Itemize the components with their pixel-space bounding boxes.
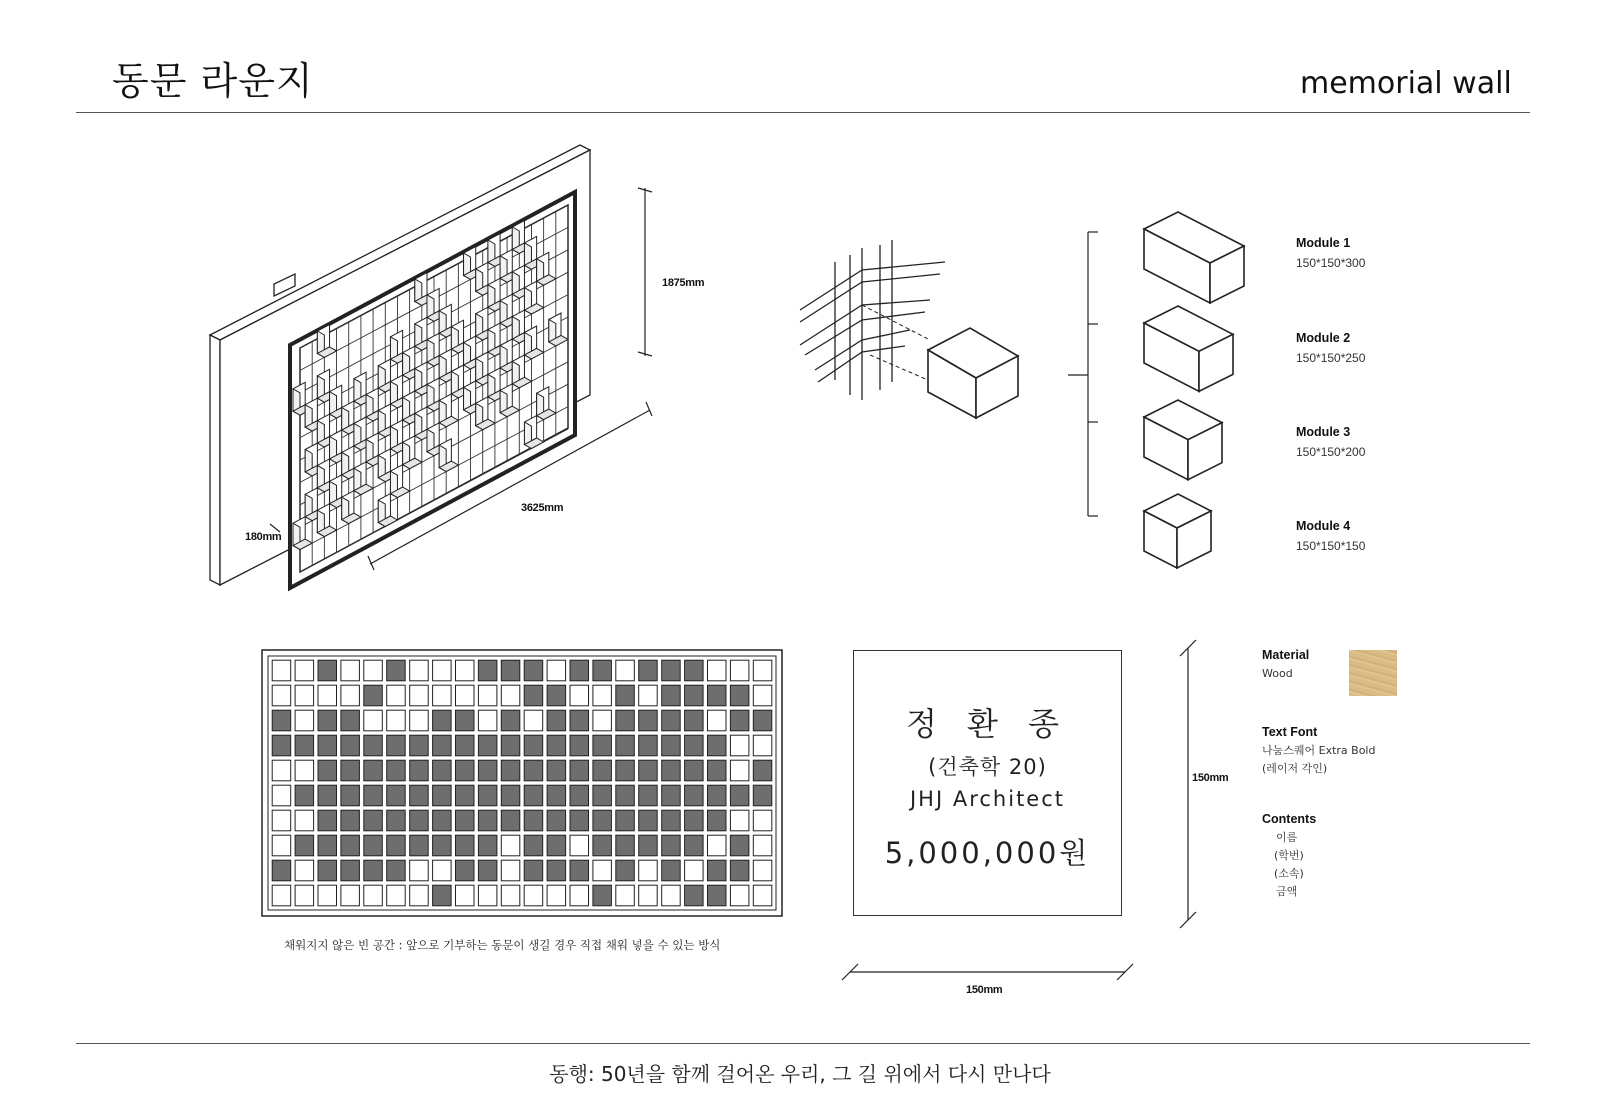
depth-dim-label: 180mm (245, 531, 282, 543)
grid-cell-empty (295, 860, 314, 881)
grid-cell-empty (272, 835, 291, 856)
grid-cell-empty (753, 660, 772, 681)
module-3-cube (1144, 400, 1222, 480)
grid-cell-filled (387, 660, 406, 681)
grid-cell-filled (364, 810, 383, 831)
grid-cell-empty (433, 660, 452, 681)
grid-cell-empty (387, 885, 406, 906)
grid-cell-filled (318, 785, 337, 806)
grid-cell-empty (730, 760, 749, 781)
grid-cell-filled (708, 860, 727, 881)
grid-cell-filled (639, 760, 658, 781)
spec-contents-item: 이름 (1276, 831, 1298, 844)
grid-cell-empty (593, 685, 612, 706)
width-dim-tick-right (646, 402, 652, 416)
grid-cell-filled (685, 785, 704, 806)
grid-cell-filled (318, 810, 337, 831)
grid-cell-empty (501, 835, 520, 856)
grid-cell-empty (501, 685, 520, 706)
spec-font-label: Text Font (1262, 725, 1318, 739)
grid-cell-filled (410, 735, 429, 756)
grid-cell-empty (364, 710, 383, 731)
grid-cell-filled (364, 835, 383, 856)
grid-cell-filled (318, 760, 337, 781)
plaque-donor-firm: JHJ Architect (909, 787, 1065, 811)
grid-cell-filled (662, 810, 681, 831)
grid-cell-filled (318, 660, 337, 681)
grid-cell-filled (685, 660, 704, 681)
grid-cell-filled (456, 835, 475, 856)
grid-cell-filled (570, 735, 589, 756)
grid-cell-filled (685, 710, 704, 731)
grid-cell-filled (364, 760, 383, 781)
module-inserted (928, 328, 1018, 418)
grid-cell-filled (456, 810, 475, 831)
grid-cell-empty (639, 685, 658, 706)
grid-cell-empty (547, 660, 566, 681)
grid-cell-empty (318, 685, 337, 706)
grid-cell-empty (616, 660, 635, 681)
grid-cell-empty (753, 810, 772, 831)
grid-cell-filled (662, 835, 681, 856)
grid-cell-filled (753, 760, 772, 781)
module-2-cube (1144, 306, 1233, 391)
grid-cell-filled (478, 760, 497, 781)
spec-material-label: Material (1262, 648, 1310, 662)
grid-cell-filled (730, 860, 749, 881)
grid-cell-filled (364, 735, 383, 756)
grid-cell-empty (753, 860, 772, 881)
spec-font-note: (레이저 각인) (1262, 762, 1328, 775)
grid-cell-empty (295, 710, 314, 731)
grid-cell-empty (364, 660, 383, 681)
grid-cell-empty (295, 810, 314, 831)
grid-cell-empty (639, 885, 658, 906)
grid-cell-filled (341, 810, 360, 831)
grid-cell-empty (753, 685, 772, 706)
donor-plaque (853, 650, 1122, 916)
grid-cell-filled (708, 885, 727, 906)
grid-cell-empty (364, 885, 383, 906)
grid-cell-filled (387, 785, 406, 806)
grid-cell-filled (593, 785, 612, 806)
grid-cell-empty (410, 685, 429, 706)
grid-cell-filled (616, 810, 635, 831)
grid-cell-empty (341, 660, 360, 681)
grid-cell-filled (547, 835, 566, 856)
grid-cell-empty (272, 660, 291, 681)
grid-cell-empty (272, 760, 291, 781)
grid-cell-filled (547, 735, 566, 756)
grid-cell-empty (295, 885, 314, 906)
grid-cell-empty (570, 885, 589, 906)
grid-cell-filled (593, 810, 612, 831)
grid-cell-empty (341, 685, 360, 706)
grid-cell-filled (410, 835, 429, 856)
grid-cell-filled (456, 710, 475, 731)
grid-cell-filled (456, 760, 475, 781)
grid-cell-filled (433, 785, 452, 806)
grid-cell-filled (616, 685, 635, 706)
grid-cell-filled (547, 685, 566, 706)
grid-cell-filled (708, 760, 727, 781)
module-4-size: 150*150*150 (1296, 539, 1366, 553)
grid-cell-filled (662, 710, 681, 731)
grid-cell-empty (433, 860, 452, 881)
grid-cell-empty (730, 660, 749, 681)
grid-cell-filled (387, 835, 406, 856)
grid-cell-filled (616, 860, 635, 881)
grid-cell-filled (524, 685, 543, 706)
grid-cell-filled (410, 760, 429, 781)
grid-cell-filled (524, 785, 543, 806)
grid-cell-filled (456, 785, 475, 806)
grid-cell-filled (341, 785, 360, 806)
module-3-size: 150*150*200 (1296, 445, 1366, 459)
grid-cell-filled (730, 835, 749, 856)
height-dim-label: 1875mm (662, 277, 705, 289)
grid-cell-empty (685, 860, 704, 881)
grid-cell-filled (341, 835, 360, 856)
grid-cell-filled (478, 735, 497, 756)
grid-cell-filled (570, 760, 589, 781)
grid-cell-empty (410, 660, 429, 681)
grid-cell-filled (318, 735, 337, 756)
module-1-label (1296, 236, 1365, 270)
grid-cell-filled (662, 735, 681, 756)
grid-cell-filled (478, 860, 497, 881)
module-2-label (1296, 331, 1365, 365)
grid-cell-filled (387, 760, 406, 781)
grid-cell-filled (295, 735, 314, 756)
grid-cell-filled (501, 710, 520, 731)
grid-cell-filled (433, 735, 452, 756)
grid-cell-filled (547, 710, 566, 731)
grid-cell-filled (616, 835, 635, 856)
grid-cell-empty (410, 860, 429, 881)
grid-cell-empty (410, 710, 429, 731)
grid-cell-empty (272, 885, 291, 906)
grid-cell-filled (295, 785, 314, 806)
grid-cell-filled (685, 810, 704, 831)
spec-material-value: Wood (1262, 667, 1293, 680)
grid-plan-caption: 채워지지 않은 빈 공간 : 앞으로 기부하는 동문이 생길 경우 직접 채워 넣을 수 있는 방식 (284, 938, 721, 952)
module-4-name: Module 4 (1296, 519, 1351, 533)
material-swatch (1349, 650, 1397, 696)
grid-cell-filled (685, 885, 704, 906)
grid-cell-filled (685, 735, 704, 756)
grid-cell-filled (387, 810, 406, 831)
module-1-cube (1144, 212, 1244, 303)
grid-cell-filled (616, 735, 635, 756)
grid-cell-filled (639, 660, 658, 681)
grid-cell-empty (730, 810, 749, 831)
plaque-donor-dept: (건축학 20) (928, 755, 1047, 779)
grid-cell-empty (524, 710, 543, 731)
grid-cell-empty (501, 860, 520, 881)
module-insert-guide-2 (870, 355, 928, 380)
grid-cell-empty (708, 710, 727, 731)
grid-cell-empty (730, 735, 749, 756)
grid-cell-filled (295, 835, 314, 856)
grid-cell-filled (501, 760, 520, 781)
grid-cell-empty (593, 710, 612, 731)
grid-cell-filled (318, 710, 337, 731)
grid-cell-filled (639, 810, 658, 831)
grid-cell-filled (478, 660, 497, 681)
grid-cell-empty (708, 660, 727, 681)
spec-material (1262, 648, 1309, 683)
grid-cell-filled (501, 810, 520, 831)
grid-cell-empty (524, 885, 543, 906)
plaque-height-dim-label: 150mm (1192, 772, 1229, 784)
grid-cell-filled (478, 810, 497, 831)
grid-plan (262, 650, 782, 916)
grid-cell-filled (570, 660, 589, 681)
grid-cell-filled (570, 710, 589, 731)
grid-cell-filled (662, 860, 681, 881)
grid-cell-empty (708, 835, 727, 856)
width-dim-tick-left (368, 556, 374, 570)
grid-cell-filled (616, 785, 635, 806)
grid-cell-empty (593, 860, 612, 881)
grid-cell-filled (433, 810, 452, 831)
grid-cell-filled (524, 835, 543, 856)
grid-cell-filled (501, 660, 520, 681)
grid-cell-filled (433, 835, 452, 856)
grid-cell-empty (478, 885, 497, 906)
grid-cell-empty (387, 710, 406, 731)
grid-cell-filled (662, 660, 681, 681)
grid-cell-filled (662, 760, 681, 781)
grid-cell-filled (639, 785, 658, 806)
grid-cell-empty (753, 835, 772, 856)
grid-cell-empty (753, 735, 772, 756)
grid-cell-filled (547, 860, 566, 881)
grid-cell-filled (364, 785, 383, 806)
spec-font-value: 나눔스퀘어 Extra Bold (1262, 744, 1376, 757)
grid-cell-filled (685, 685, 704, 706)
plaque-width-dim-label: 150mm (966, 984, 1003, 996)
plaque-donor-name: 정 환 종 (905, 705, 1070, 743)
grid-cell-filled (730, 710, 749, 731)
grid-cell-filled (318, 835, 337, 856)
module-4-label (1296, 519, 1365, 553)
grid-cell-filled (570, 860, 589, 881)
grid-cell-filled (433, 760, 452, 781)
module-2-size: 150*150*250 (1296, 351, 1366, 365)
grid-cell-filled (593, 760, 612, 781)
grid-cell-empty (478, 685, 497, 706)
spec-contents-item: 금액 (1276, 885, 1298, 898)
spec-contents-item: (소속) (1274, 867, 1304, 880)
grid-cell-filled (501, 785, 520, 806)
grid-cell-filled (662, 785, 681, 806)
grid-cell-empty (639, 860, 658, 881)
grid-cell-filled (433, 710, 452, 731)
grid-cell-filled (708, 785, 727, 806)
plaque-donation-amount: 5,000,000원 (884, 836, 1091, 870)
grid-cell-filled (478, 835, 497, 856)
spec-contents-item: (학번) (1274, 849, 1304, 862)
spec-contents (1262, 812, 1316, 901)
grid-cell-filled (708, 685, 727, 706)
grid-cell-filled (616, 710, 635, 731)
grid-cell-empty (456, 660, 475, 681)
grid-cell-filled (524, 860, 543, 881)
grid-cell-filled (524, 760, 543, 781)
grid-cell-filled (639, 710, 658, 731)
grid-cell-filled (387, 735, 406, 756)
page-subtitle: memorial wall (1300, 66, 1512, 101)
spec-contents-label: Contents (1262, 812, 1317, 826)
module-bracket (1068, 232, 1098, 516)
module-insert-guide-1 (862, 305, 930, 340)
grid-cell-empty (753, 885, 772, 906)
grid-cell-filled (433, 885, 452, 906)
grid-cell-filled (524, 735, 543, 756)
grid-cell-filled (272, 735, 291, 756)
grid-cell-empty (501, 885, 520, 906)
grid-cell-empty (410, 885, 429, 906)
grid-cell-empty (318, 885, 337, 906)
grid-cell-filled (410, 810, 429, 831)
grid-cell-filled (524, 810, 543, 831)
grid-cell-filled (753, 785, 772, 806)
grid-cell-filled (685, 760, 704, 781)
module-cubes (1144, 212, 1244, 568)
grid-cell-filled (639, 835, 658, 856)
grid-cell-empty (662, 885, 681, 906)
grid-cell-filled (593, 660, 612, 681)
grid-cell-empty (387, 685, 406, 706)
grid-cell-filled (341, 760, 360, 781)
grid-cell-filled (662, 685, 681, 706)
grid-cell-filled (570, 810, 589, 831)
grid-cell-empty (570, 835, 589, 856)
grid-cell-empty (547, 885, 566, 906)
grid-cell-filled (685, 835, 704, 856)
grid-cell-filled (456, 735, 475, 756)
grid-cell-filled (478, 785, 497, 806)
module-2-name: Module 2 (1296, 331, 1351, 345)
grid-cell-filled (708, 735, 727, 756)
footer-rule (76, 1043, 1530, 1044)
grid-cell-empty (341, 885, 360, 906)
grid-cell-filled (547, 760, 566, 781)
grid-cell-filled (753, 710, 772, 731)
grid-cell-filled (364, 860, 383, 881)
grid-cell-filled (616, 760, 635, 781)
grid-cell-filled (272, 710, 291, 731)
grid-cell-filled (570, 785, 589, 806)
grid-cell-filled (524, 660, 543, 681)
grid-cell-empty (272, 785, 291, 806)
grid-cell-filled (593, 735, 612, 756)
width-dim-label: 3625mm (521, 502, 564, 514)
grid-cell-filled (547, 785, 566, 806)
grid-cell-empty (730, 885, 749, 906)
grid-cell-filled (593, 885, 612, 906)
grid-cell-empty (295, 760, 314, 781)
footer-tagline: 동행: 50년을 함께 걸어온 우리, 그 길 위에서 다시 만나다 (549, 1062, 1051, 1086)
grid-cell-filled (318, 860, 337, 881)
module-grid-detail (800, 240, 945, 400)
module-3-label (1296, 425, 1365, 459)
grid-cell-filled (272, 860, 291, 881)
spec-font (1262, 725, 1375, 778)
grid-cell-empty (478, 710, 497, 731)
grid-cell-filled (547, 810, 566, 831)
grid-cell-filled (730, 685, 749, 706)
module-4-cube (1144, 494, 1211, 568)
grid-cell-empty (272, 810, 291, 831)
grid-cell-filled (730, 785, 749, 806)
grid-cell-filled (341, 735, 360, 756)
module-1-name: Module 1 (1296, 236, 1351, 250)
page-title: 동문 라운지 (112, 59, 314, 103)
grid-cell-empty (456, 685, 475, 706)
grid-cell-filled (387, 860, 406, 881)
grid-cell-filled (593, 835, 612, 856)
module-1-size: 150*150*300 (1296, 256, 1366, 270)
grid-cell-filled (341, 710, 360, 731)
grid-cell-empty (295, 660, 314, 681)
grid-cell-filled (708, 810, 727, 831)
grid-cell-empty (570, 685, 589, 706)
grid-cell-filled (341, 860, 360, 881)
grid-cell-filled (456, 860, 475, 881)
grid-cell-empty (295, 685, 314, 706)
grid-cell-filled (501, 735, 520, 756)
grid-cell-empty (433, 685, 452, 706)
module-3-name: Module 3 (1296, 425, 1351, 439)
grid-cell-empty (456, 885, 475, 906)
grid-cell-filled (364, 685, 383, 706)
grid-cell-empty (272, 685, 291, 706)
grid-cell-empty (616, 885, 635, 906)
iso-wall-side-face (210, 335, 220, 585)
grid-cell-filled (639, 735, 658, 756)
grid-cell-filled (410, 785, 429, 806)
